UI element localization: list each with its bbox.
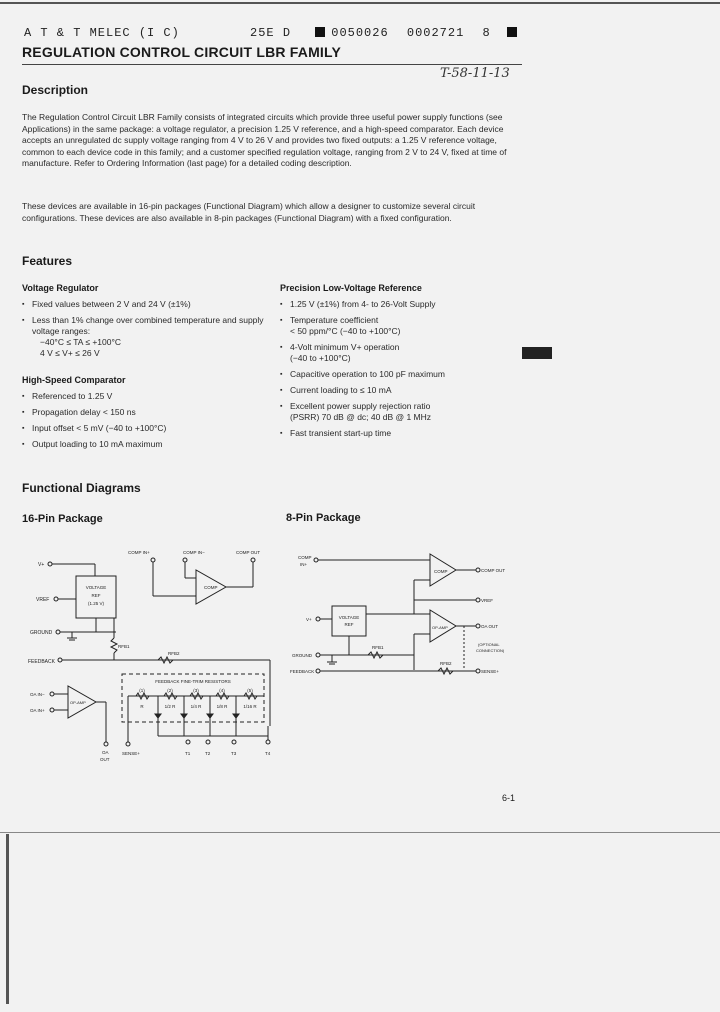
comparator-list [22, 391, 272, 455]
pkg8-diagram [288, 546, 518, 686]
scan-edge-line [0, 832, 720, 833]
svg-text:IN+: IN+ [300, 562, 308, 567]
svg-text:GROUND: GROUND [292, 653, 312, 658]
svg-text:(5): (5) [247, 688, 253, 693]
svg-text:1/8 R: 1/8 R [216, 704, 228, 709]
svg-text:1/4 R: 1/4 R [190, 704, 202, 709]
header-code: 25E D [250, 26, 292, 40]
svg-text:T2: T2 [205, 751, 211, 756]
svg-text:T1: T1 [185, 751, 191, 756]
svg-text:OP-AMP: OP-AMP [70, 700, 86, 705]
pkg16-vref-pin [54, 597, 58, 601]
pkg16-comp-in-plus-pin [151, 558, 155, 562]
svg-text:(3): (3) [193, 688, 199, 693]
pkg16-sense-pin [126, 742, 130, 746]
pkg8-vplus-pin [316, 617, 320, 621]
title-rule [22, 64, 522, 65]
handwritten-stamp: T-58-11-13 [440, 66, 510, 81]
pkg16-oa-in-plus-label: OA IN+ [30, 708, 45, 713]
pkg16-diagram [28, 546, 278, 768]
list-item: ▪ Fast transient start-up time [280, 428, 520, 439]
header-block-mark [315, 27, 325, 37]
pkg16-oa-out-pin [104, 742, 108, 746]
pkg16-feedback-label: FEEDBACK [28, 659, 55, 665]
header-number-2: 0002721 [406, 26, 465, 40]
svg-text:(1): (1) [139, 688, 145, 693]
svg-text:FEEDBACK: FEEDBACK [290, 669, 315, 674]
pkg8-sense-pin [476, 669, 480, 673]
pkg8-vref-box [332, 606, 366, 636]
pkg8-oa-out-pin [476, 624, 480, 628]
pkg16-rfb1-resistor [111, 638, 117, 653]
svg-text:VREF: VREF [481, 598, 494, 603]
svg-text:R: R [140, 704, 144, 709]
svg-text:COMP: COMP [204, 585, 218, 590]
svg-text:(1.25 V): (1.25 V) [87, 601, 105, 606]
header-block-mark-2 [507, 27, 517, 37]
svg-text:OUT: OUT [100, 757, 110, 762]
svg-text:REF: REF [344, 622, 354, 627]
list-item: ▪ Excellent power supply rejection ratio (PSRR) 70 dB @ dc; 40 dB @ 1 MHz [280, 401, 520, 423]
svg-text:1/2 R: 1/2 R [164, 704, 176, 709]
comparator-heading: High-Speed Comparator [22, 375, 126, 385]
pkg16-t3-pin [232, 740, 236, 744]
pkg16-t1-pin [186, 740, 190, 744]
svg-text:T3: T3 [231, 751, 237, 756]
list-item: ▪ Less than 1% change over combined temperature and supply voltage ranges: −40°C ≤ TA ≤ +100°C 4 V ≤ V+ ≤ 26 V [22, 315, 272, 359]
list-item: ▪ Referenced to 1.25 V [22, 391, 272, 402]
svg-text:(2): (2) [167, 688, 173, 693]
list-item: ▪ Input offset < 5 mV (−40 to +100°C) [22, 423, 272, 434]
svg-text:RFB1: RFB1 [118, 644, 130, 649]
scan-left-edge [6, 834, 9, 1004]
list-item: ▪ Fixed values between 2 V and 24 V (±1%) [22, 299, 272, 310]
reference-heading: Precision Low-Voltage Reference [280, 283, 422, 293]
pkg16-vplus-pin [48, 562, 52, 566]
svg-text:(OPTIONAL: (OPTIONAL [478, 642, 500, 647]
pkg8-comp-out-pin [476, 568, 480, 572]
functional-diagrams-heading: Functional Diagrams [22, 481, 141, 495]
description-paragraph-1: The Regulation Control Circuit LBR Family consists of integrated circuits which provide three useful power supply functions (see Applications) in the same package: a voltage regulator, a precision 1.25 V reference, and a high-speed comparator. Each device accepts an unregulated dc supply voltage ranging from 4 V to 26 V and provides two fixed outputs: a 1.25 V reference voltage, common to each device code in this family; and a customer specified regulation voltage, ranging from 2 V to 24 V, fixed at time of manufacture. Refer to Ordering Information (last page) for a detailed coding description. [22, 112, 507, 169]
pkg8-comp-in-pin [314, 558, 318, 562]
list-item: ▪ Propagation delay < 150 ns [22, 407, 272, 418]
features-heading: Features [22, 254, 73, 268]
list-item: ▪ Current loading to ≤ 10 mA [280, 385, 520, 396]
svg-text:VOLTAGE: VOLTAGE [338, 615, 360, 620]
svg-text:CONNECTION): CONNECTION) [476, 648, 505, 653]
svg-text:OP-AMP: OP-AMP [432, 625, 448, 630]
pkg8-ground-pin [316, 653, 320, 657]
pkg16-trim-resistors [136, 688, 257, 736]
svg-text:SENSE+: SENSE+ [122, 751, 140, 756]
pkg16-comp-in-minus-pin [183, 558, 187, 562]
svg-text:VOLTAGE: VOLTAGE [85, 585, 107, 590]
description-paragraph-2: These devices are available in 16-pin packages (Functional Diagram) which allow a designer to customize several circuit configurations. These devices are also available in 8-pin packages (Functional Diagram) with a fixed configuration. [22, 201, 476, 223]
pkg16-ground-label: GROUND [30, 630, 53, 636]
header-vendor: A T & T MELEC (I C) [24, 26, 180, 40]
svg-text:OA OUT: OA OUT [481, 624, 499, 629]
top-scan-line [0, 2, 720, 4]
svg-text:1/16 R: 1/16 R [243, 704, 257, 709]
pkg16-comp-out-pin [251, 558, 255, 562]
voltage-regulator-list [22, 299, 272, 364]
svg-text:SENSE+: SENSE+ [481, 669, 499, 674]
pkg8-vref-pin [476, 598, 480, 602]
section-tab-marker [522, 347, 552, 359]
svg-text:COMP OUT: COMP OUT [481, 568, 506, 573]
pkg16-t4-pin [266, 740, 270, 744]
svg-text:COMP: COMP [434, 569, 448, 574]
pkg8-comp-in-label: COMP [298, 555, 312, 560]
list-item: ▪ Capacitive operation to 100 pF maximum [280, 369, 520, 380]
pkg8-heading: 8-Pin Package [286, 512, 361, 524]
list-item: ▪ 1.25 V (±1%) from 4- to 26-Volt Supply [280, 299, 520, 310]
page-title: REGULATION CONTROL CIRCUIT LBR FAMILY [22, 44, 342, 60]
pkg16-heading: 16-Pin Package [22, 513, 103, 525]
svg-text:FEEDBACK FINE-TRIM RESISTORS: FEEDBACK FINE-TRIM RESISTORS [155, 679, 231, 684]
pkg16-vplus-label: V+ [38, 562, 45, 568]
svg-text:REF: REF [91, 593, 101, 598]
page-number: 6-1 [502, 793, 516, 803]
list-item: ▪ 4-Volt minimum V+ operation (−40 to +100°C) [280, 342, 520, 364]
header-number-1: 0050026 [331, 26, 389, 40]
pkg16-oa-in-minus-label: OA IN− [30, 692, 45, 697]
pkg16-comp-in-plus-label: COMP IN+ [128, 550, 150, 555]
pkg8-feedback-pin [316, 669, 320, 673]
svg-text:RFB1: RFB1 [372, 645, 384, 650]
pkg16-comp-out-label: COMP OUT [236, 550, 261, 555]
list-item: ▪ Temperature coefficient < 50 ppm/°C (−40 to +100°C) [280, 315, 520, 337]
svg-text:RFB2: RFB2 [440, 661, 452, 666]
pkg16-comp-in-minus-label: COMP IN− [183, 550, 205, 555]
svg-text:RFB2: RFB2 [168, 651, 180, 656]
pkg16-feedback-pin [58, 658, 62, 662]
svg-text:(4): (4) [219, 688, 225, 693]
pkg16-t2-pin [206, 740, 210, 744]
svg-text:V+: V+ [306, 617, 312, 622]
list-item: ▪ Output loading to 10 mA maximum [22, 439, 272, 450]
voltage-regulator-heading: Voltage Regulator [22, 283, 99, 293]
reference-list [280, 299, 520, 444]
pkg16-ground-pin [56, 630, 60, 634]
header-suffix: 8 [482, 26, 491, 40]
svg-text:OA: OA [102, 750, 109, 755]
svg-text:T4: T4 [265, 751, 271, 756]
document-header [24, 26, 524, 40]
pkg16-vref-label: VREF [36, 597, 50, 603]
description-heading: Description [22, 83, 89, 97]
